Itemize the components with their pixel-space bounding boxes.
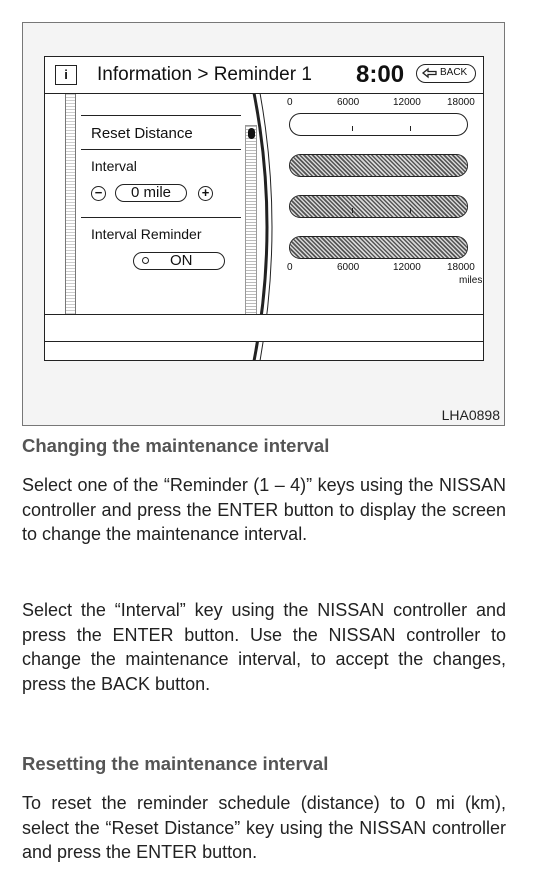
menu-item-label: Interval (91, 158, 137, 174)
bottom-tick-label: 6000 (337, 262, 360, 273)
info-icon: i (55, 65, 77, 85)
unit-label: miles (459, 275, 483, 286)
bar-tick (410, 126, 411, 131)
screen-title: Information > Reminder 1 (97, 64, 312, 85)
paragraph: Select one of the “Reminder (1 – 4)” keys using the NISSAN controller and press the ENTER button to display the screen to change the maintenance interval. (22, 475, 506, 544)
reminder-bar-1[interactable] (289, 113, 468, 136)
menu-item-interval[interactable] (81, 150, 241, 218)
back-arrow-icon (421, 67, 439, 79)
toggle-value: ON (170, 252, 193, 269)
menu-rail (65, 94, 76, 314)
bar-tick (352, 126, 353, 131)
toggle-indicator-icon (142, 257, 149, 264)
screen-footer-bar (45, 314, 483, 342)
navigation-screen (44, 56, 484, 361)
reminder-bar-2[interactable] (289, 154, 468, 177)
figure-code: LHA0898 (441, 407, 500, 423)
section-heading: Changing the maintenance interval (22, 435, 330, 456)
bottom-tick-label: 12000 (393, 262, 421, 273)
menu-item-reset-distance[interactable] (81, 116, 241, 150)
paragraph: Select the “Interval” key using the NISSAN controller and press the ENTER button. Use the NISSAN controller to change the maintenance interval, to accept the changes, press the BACK button. (22, 600, 506, 694)
paragraph: To reset the reminder schedule (distance) to 0 mi (km), select the “Reset Distance” key using the NISSAN controller and press the ENTER button. (22, 793, 506, 862)
top-tick-label: 18000 (447, 97, 475, 108)
menu-panel (81, 115, 241, 316)
top-tick-label: 0 (287, 97, 293, 108)
reminder-bar-3[interactable] (289, 195, 468, 218)
back-button-label: BACK (440, 67, 468, 78)
bottom-tick-label: 18000 (447, 262, 475, 273)
bar-tick (410, 208, 411, 213)
reminder-bar-4[interactable] (289, 236, 468, 259)
distance-chart (277, 94, 482, 314)
increase-button[interactable]: + (198, 186, 213, 201)
interval-value-field[interactable]: 0 mile (115, 184, 187, 202)
menu-item-label: Reset Distance (91, 125, 193, 142)
top-tick-label: 6000 (337, 97, 360, 108)
top-tick-label: 12000 (393, 97, 421, 108)
screen-header (45, 57, 483, 94)
menu-item-interval-reminder[interactable] (81, 218, 241, 288)
decrease-button[interactable]: − (91, 186, 106, 201)
bar-fill (290, 237, 467, 258)
clock: 8:00 (356, 61, 405, 88)
bar-fill (290, 155, 467, 176)
menu-item-label: Interval Reminder (91, 226, 202, 242)
figure-frame (22, 22, 505, 426)
bar-fill (290, 196, 467, 217)
bar-tick (352, 208, 353, 213)
section-heading: Resetting the maintenance interval (22, 753, 329, 774)
bottom-tick-label: 0 (287, 262, 293, 273)
back-button[interactable] (416, 64, 476, 83)
reminder-toggle[interactable] (133, 252, 225, 270)
